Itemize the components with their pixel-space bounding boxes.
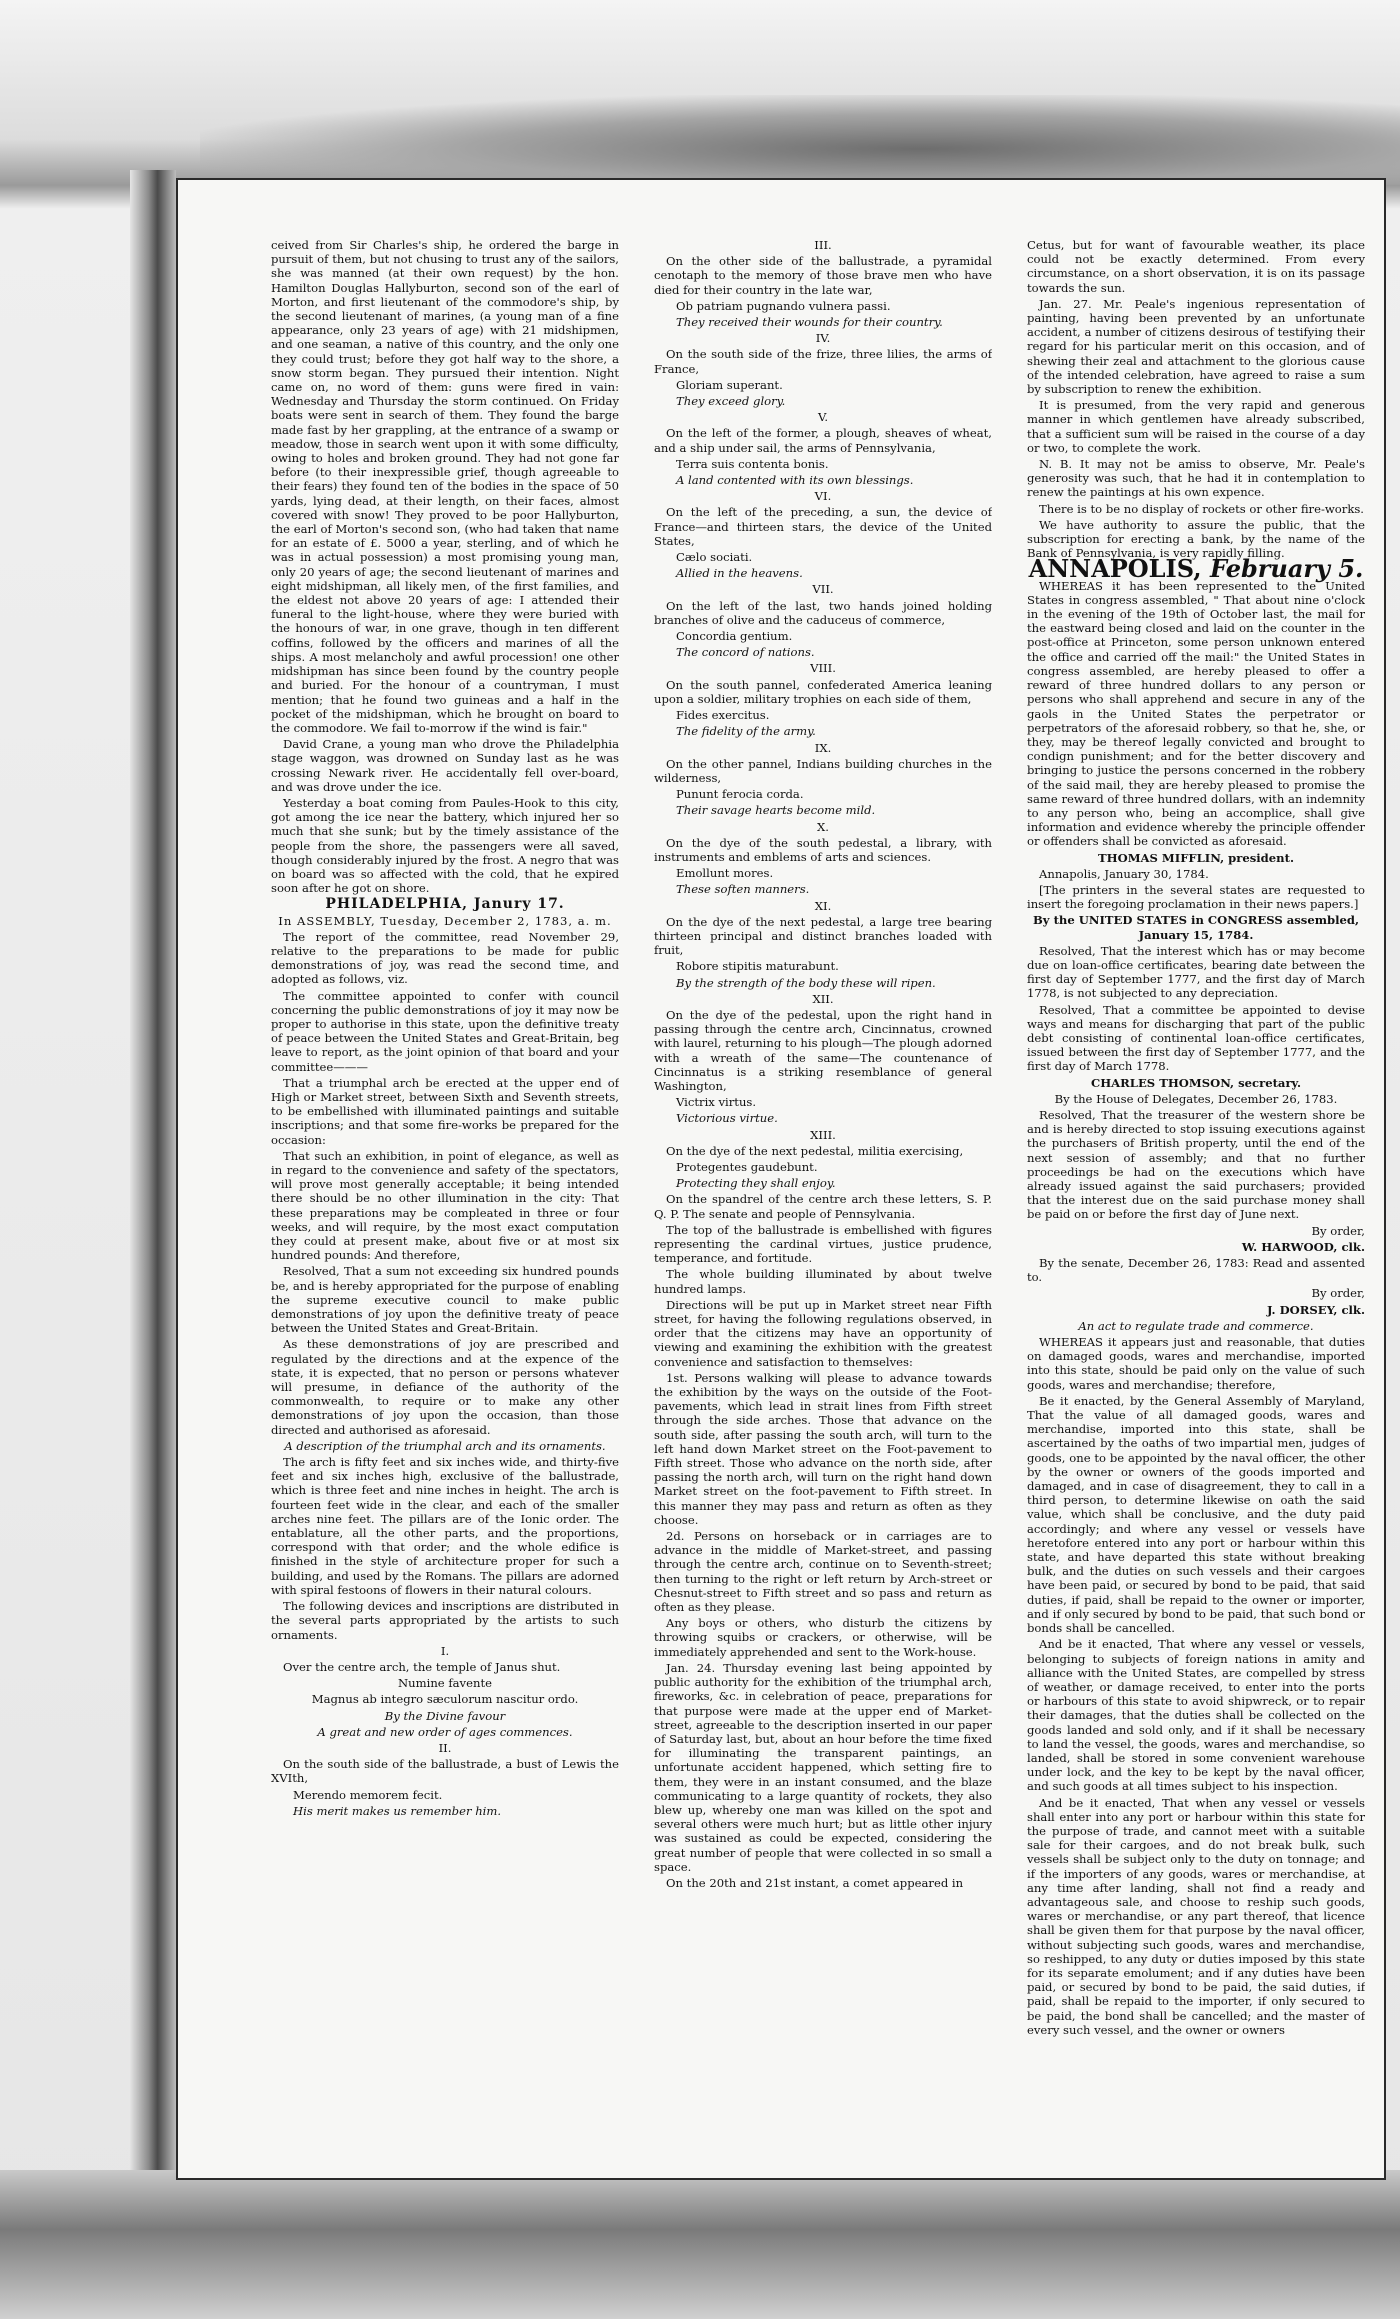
article-text: It is presumed, from the very rapid and generous manner in which gentlemen have already subscribed, that a sufficient sum will be raised in the course of a day or two, to complete the work. [1027, 398, 1365, 455]
article-text: On the south pannel, confederated America leaning upon a soldier, military trophies on each side of them, [654, 677, 992, 706]
article-text: That a triumphal arch be erected at the upper end of High or Market street, between Sixth and Seventh streets, to be embellished with illuminated paintings and suitable inscriptions; and that some fire-works be prepared for the occasion: [271, 1075, 619, 1147]
motto-translation: The concord of nations. [676, 645, 815, 660]
article-text: WHEREAS it has been represented to the United States in congress assembled, " That about nine o'clock in the evening of the 19th of October last, the mail for the eastward being closed and laid on the counter in the post-office at Princeton, some person unknown entered the office and carried off the mail:" the United States in congress assembled, are hereby pleased to offer a reward of three hundred dollars to any person or persons who shall apprehend and secure in any of the gaols in the United States the perpetrator or perpetrators of the aforesaid robbery, so that he, she, or they, may be thereof legally convicted and brought to condign punishment; and for the better discovery and bringing to justice the persons concerned in the robbery of the said mail, they are hereby pleased to promise the same reward of three hundred dollars, with an indemnity to any person who, being an accomplice, shall give information and evidence whereby the principle offender or offenders shall be convicted as aforesaid. [1027, 578, 1365, 849]
motto-translation: By the Divine favour [384, 1708, 506, 1723]
latin-motto: Concordia gentium. [676, 629, 793, 644]
article-text: On the dye of the south pedestal, a library, with instruments and emblems of arts and sciences. [654, 835, 992, 864]
column-left [271, 238, 619, 2168]
latin-motto: Terra suis contenta bonis. [676, 456, 829, 471]
latin-motto: Cælo sociati. [676, 550, 753, 565]
article-text: The whole building illuminated by about twelve hundred lamps. [654, 1267, 992, 1296]
article-text: Jan. 27. Mr. Peale's ingenious representation of painting, having been prevented by an unfortunate accident, a number of citizens desirous of testifying their regard for his particular merit on this occasion, and of shewing their zeal and attachment to the glorious cause of the intended celebration, have agreed to raise a sum by subscription to renew the exhibition. [1027, 296, 1365, 397]
article-text: ceived from Sir Charles's ship, he ordered the barge in pursuit of them, but not chusing to trust any of the sailors, she was manned (at their own request) by the hon. Hamilton Douglas Hallyburton, second son of the earl of Morton, and first lieutenant of the commodore's ship, by the second lieutenant of marines, (a young man of a fine appearance, only 23 years of age) with 21 midshipmen, and one seaman, a native of this country, and the only one they could trust; before they got half way to the shore, a snow storm began. They pursued their intention. Night came on, no word of them: guns were fired in vain: Wednesday and Thursday the storm continued. On Friday boats were sent in search of them. They found the barge made fast by her grappling, at the entrance of a swamp or meadow, those in search went upon it with some difficulty, owing to holes and broken ground. They had not gone far before (to their inexpressible grief, though agreeable to their fears) they found ten of the bodies in the space of 50 yards, lying dead, at their length, on their faces, almost covered with snow! They proved to be poor Hallyburton, the earl of Morton's second son, (who had taken that name for an estate of £. 5000 a year, sterling, and of which he was in actual possession) a most promising young man, only 20 years of age; the second lieutenant of marines and eight midshipman, all likely men, of the first families, and the eldest not above 20 years of age: I attended their funeral to the light-house, where they were buried with the honours of war, in one grave, though in ten different coffins, followed by the officers and marines of all the ships. A most melancholy and awful procession! one other midshipman has since been found by the country people and buried. For the honour of a countryman, I must mention; that he found two guineas and a half in the pocket of the midshipman, which he brought on board to the commodore. We fail to-morrow if the wind is fair." [271, 238, 619, 735]
roman-numeral: I. [440, 1643, 450, 1658]
article-text: David Crane, a young man who drove the Philadelphia stage waggon, was drowned on Sunday last as he was crossing Newark river. He accidentally fell over-board, and was drove under the ice. [271, 737, 619, 794]
roman-numeral: II. [438, 1740, 452, 1755]
roman-numeral: X. [817, 819, 829, 834]
motto-translation: Allied in the heavens. [676, 566, 803, 581]
scan-shadow-bottom [0, 2170, 1400, 2319]
article-text: Cetus, but for want of favourable weather, its place could not be exactly determined. From every circumstance, on a short observation, it is on its passage towards the sun. [1027, 238, 1365, 295]
dateline-heading-annapolis [1027, 554, 1365, 584]
article-text: As these demonstrations of joy are prescribed and regulated by the directions and at the expence of the state, it is expected, that no person or persons whatever will presume, in defiance of the authority of the commonwealth, to require or to make any other demonstrations of joy upon the occasion, than those directed and authorised as aforesaid. [271, 1337, 619, 1437]
article-text: Resolved, That a committee be appointed to devise ways and means for discharging that part of the public debt consisting of continental loan-office certificates, issued between the first day of September 1777, and the first day of March 1778. [1027, 1002, 1365, 1074]
article-text: We have authority to assure the public, that the subscription for erecting a bank, by the name of the Bank of Pennsylvania, is very rapidly filling. [1027, 517, 1365, 561]
article-text: Any boys or others, who disturb the citizens by throwing squibs or crackers, or otherwise, will be immediately apprehended and sent to the Work-house. [654, 1616, 992, 1659]
signature: W. HARWOOD, clk. [1241, 1239, 1365, 1254]
newspaper-page [176, 178, 1386, 2180]
roman-numeral: VII. [812, 582, 834, 597]
section-heading: By the House of Delegates, December 26, 1783. [1054, 1091, 1338, 1106]
signature: By order, [1311, 1286, 1365, 1301]
latin-motto: Merendo memorem fecit. [293, 1787, 443, 1802]
article-text: Annapolis, January 30, 1784. [1039, 866, 1209, 881]
article-text: 1st. Persons walking will please to advance towards the exhibition by the ways on the outside of the Foot-pavements, which lead in strait lines from Fifth street through the side arches. Those that advance on the south side, after passing the south arch, will turn to the left hand down Market street on the Foot-pavement to Fifth street. Those who advance on the north side, after passing the north arch, will turn on the right hand down Market street on the foot-pavement to Fifth street. In this manner they may pass and return as often as they choose. [654, 1370, 992, 1527]
article-text: The committee appointed to confer with council concerning the public demonstrations of joy it may now be proper to authorise in this state, upon the definitive treaty of peace between the United States and Great-Britain, beg leave to report, as the joint opinion of that board and your committee——— [271, 988, 619, 1074]
article-text: That such an exhibition, in point of elegance, as well as in regard to the convenience and safety of the spectators, will prove most generally acceptable; it being intended there should be no other illumination in the city: That these preparations may be compleated in three or four weeks, and will require, by the most exact computation they could at present make, about five or at most six hundred pounds: And therefore, [271, 1148, 619, 1263]
motto-translation: His merit makes us remember him. [293, 1803, 502, 1818]
assembly-heading: In ASSEMBLY, Tuesday, December 2, 1783, a. m. [278, 913, 612, 928]
latin-motto: Ob patriam pugnando vulnera passi. [676, 298, 891, 313]
article-text: Directions will be put up in Market street near Fifth street, for having the following regulations observed, in order that the citizens may have an opportunity of viewing and examining the exhibition with the greatest convenience and satisfaction to themselves: [654, 1297, 992, 1369]
roman-numeral: XII. [812, 991, 834, 1006]
column-middle [654, 238, 992, 2168]
roman-numeral: VIII. [810, 661, 836, 676]
article-text: And be it enacted, That when any vessel or vessels shall enter into any port or harbour within this state for the purpose of trade, and cannot meet with a suitable sale for their cargoes, and do not break bulk, such vessels shall be subject only to the duty on tonnage; and if the importers of any goods, wares or merchandise, at any time after landing, shall not find a ready and advantageous sale, and choose to reship such goods, wares or merchandise, or any part thereof, that licence shall be given them for that purpose by the naval officer, without subjecting such goods, wares and merchandise, so reshipped, to any duty or duties imposed by this state for its separate emolument; and if any duties have been paid, or secured by bond to be paid, the said duties, if paid, shall be repaid to the importer, if only secured to be paid, the bond shall be cancelled; and the master of every such vessel, and the owner or owners [1027, 1795, 1365, 2037]
roman-numeral: XIII. [810, 1127, 836, 1142]
article-text: Be it enacted, by the General Assembly of Maryland, That the value of all damaged goods, wares and merchandise, imported into this state, shall be ascertained by the oaths of two impartial men, judges of goods, one to be appointed by the naval officer, the other by the owner or owners of the goods imported and damaged, and in case of disagreement, they to call in a third person, to determine likewise on oath the said value, which shall be conclusive, and the duty paid accordingly; and where any vessel or vessels have heretofore entered into any port or harbour within this state, and have departed this state without breaking bulk, and the duties on such vessels and their cargoes have been paid, or secured by bond to be paid, that said duties, if paid, shall be repaid to the owner or importer, and if only secured by bond to be paid, that such bond or bonds shall be cancelled. [1027, 1393, 1365, 1636]
article-text: Resolved, That the treasurer of the western shore be and is hereby directed to stop issuing executions against the purchasers of British property, until the end of the next session of assembly; and that no further proceedings be had on the executions which have already issued against the said purchasers; provided that the interest due on the said purchase money shall be paid on or before the first day of June next. [1027, 1107, 1365, 1222]
article-text: N. B. It may not be amiss to observe, Mr. Peale's generosity was such, that he had it in contemplation to renew the paintings at his own expence. [1027, 457, 1365, 500]
motto-translation: A great and new order of ages commences. [317, 1724, 573, 1739]
article-text: On the 20th and 21st instant, a comet appeared in [666, 1875, 964, 1890]
motto-translation: By the strength of the body these will ripen. [676, 975, 936, 990]
article-text: Over the centre arch, the temple of Janus shut. [283, 1659, 561, 1674]
latin-motto: Magnus ab integro sæculorum nascitur ordo. [311, 1692, 579, 1707]
article-text: On the dye of the next pedestal, militia exercising, [666, 1143, 964, 1158]
motto-translation: Their savage hearts become mild. [676, 803, 876, 818]
article-text: The following devices and inscriptions are distributed in the several parts appropriated by the artists to such ornaments. [271, 1599, 619, 1642]
motto-translation: A land contented with its own blessings. [676, 473, 914, 488]
article-text: On the left of the last, two hands joined holding branches of olive and the caduceus of commerce, [654, 598, 992, 627]
article-text: And be it enacted, That where any vessel or vessels, belonging to subjects of foreign nations in amity and alliance with the United States, are compelled by stress of weather, or damage received, to enter into the ports or harbours of this state to avoid shipwreck, or to repair their damages, that the duties shall be collected on the goods landed and sold only, and if it shall be necessary to land the vessel, the goods, wares and merchandise, so landed, shall be stored in some convenient warehouse under lock, and the key to be kept by the naval officer, and such goods at all times subject to his inspection. [1027, 1637, 1365, 1794]
latin-motto: Fides exercitus. [676, 708, 770, 723]
article-text: By the senate, December 26, 1783: Read and assented to. [1027, 1256, 1365, 1285]
latin-motto: Pununt ferocia corda. [676, 787, 804, 802]
article-text: On the dye of the pedestal, upon the right hand in passing through the centre arch, Cincinnatus, crowned with laurel, returning to his plough—The plough adorned with a wreath of the same—The countenance of Cincinnatus is a striking resemblance of general Washington, [654, 1007, 992, 1093]
dateline-date: February 5. [1209, 554, 1364, 584]
column-right [1027, 238, 1365, 2168]
article-text: The arch is fifty feet and six inches wide, and thirty-five feet and six inches high, exclusive of the ballustrade, which is three feet and nine inches in height. The arch is fourteen feet wide in the clear, and each of the smaller arches nine feet. The pillars are of the Ionic order. The entablature, all the other parts, and the proportions, correspond with that order; and the whole edifice is finished in the style of architecture proper for such a building, and used by the Romans. The pillars are adorned with spiral festoons of flowers in their natural colours. [271, 1455, 619, 1597]
roman-numeral: IX. [814, 740, 832, 755]
article-text: On the south side of the ballustrade, a bust of Lewis the XVIth, [271, 1757, 619, 1786]
latin-motto: Protegentes gaudebunt. [676, 1159, 818, 1174]
section-heading: By the UNITED STATES in CONGRESS assembled, January 15, 1784. [1033, 913, 1359, 942]
latin-motto: Victrix virtus. [676, 1095, 757, 1110]
latin-motto: Gloriam superant. [676, 377, 783, 392]
article-text: On the spandrel of the centre arch these letters, S. P. Q. P. The senate and people of Pennsylvania. [654, 1192, 992, 1221]
roman-numeral: III. [814, 238, 832, 252]
motto-translation: These soften manners. [676, 882, 810, 897]
article-text: The top of the ballustrade is embellished with figures representing the cardinal virtues, justice prudence, temperance, and fortitude. [654, 1222, 992, 1266]
article-text: Yesterday a boat coming from Paules-Hook to this city, got among the ice near the battery, which injured her so much that she sunk; but by the timely assistance of the people from the shore, the passengers were all saved, though considerably injured by the frost. A negro that was on board was so affected with the cold, that he expired soon after he got on shore. [271, 795, 619, 896]
article-text: On the other side of the ballustrade, a pyramidal cenotaph to the memory of those brave men who have died for their country in the late war, [654, 254, 992, 297]
article-text: 2d. Persons on horseback or in carriages are to advance in the middle of Market-street, and passing through the centre arch, continue on to Seventh-street; then turning to the right or left return by Arch-street or Chesnut-street to Fifth street and so pass and return as often as they please. [654, 1529, 992, 1615]
article-text: On the dye of the next pedestal, a large tree bearing thirteen principal and distinct branches loaded with fruit, [654, 914, 992, 958]
scan-shadow-top [200, 95, 1400, 185]
article-text: On the left of the former, a plough, sheaves of wheat, and a ship under sail, the arms of Pennsylvania, [654, 426, 992, 455]
motto-translation: Protecting they shall enjoy. [676, 1176, 836, 1191]
article-text: On the south side of the frize, three lilies, the arms of France, [654, 347, 992, 376]
section-title: A description of the triumphal arch and its ornaments. [284, 1438, 606, 1453]
article-text: Jan. 24. Thursday evening last being appointed by public authority for the exhibition of the triumphal arch, fireworks, &c. in celebration of peace, preparations for that purpose were made at the upper end of Market-street, agreeable to the description inserted in our paper of Saturday last, but, about an hour before the time fixed for illuminating the transparent paintings, an unfortunate accident happened, which setting fire to them, they were in an instant consumed, and the blaze communicating to a large quantity of rockets, they also blew up, whereby one man was killed on the spot and several others were much hurt; but as little other injury was sustained as could be expected, considering the great number of people that were collected in so small a space. [654, 1660, 992, 1874]
roman-numeral: IV. [815, 331, 831, 346]
article-text: [The printers in the several states are requested to insert the foregoing proclamation in their news papers.] [1027, 882, 1365, 912]
article-text: There is to be no display of rockets or other fire-works. [1039, 501, 1364, 516]
dateline-heading: PHILADELPHIA, Janury 17. [325, 896, 565, 913]
latin-motto: Emollunt mores. [676, 866, 774, 881]
signature: CHARLES THOMSON, secretary. [1091, 1075, 1301, 1090]
dateline-place: ANNAPOLIS, [1028, 554, 1202, 584]
article-text: Resolved, That a sum not exceeding six hundred pounds be, and is hereby appropriated for the purpose of enabling the supreme executive council to make public demonstrations of joy upon the definitive treaty of peace between the United States and Great-Britain. [271, 1264, 619, 1336]
book-binding-edge [130, 170, 176, 2200]
motto-translation: They received their wounds for their country. [676, 315, 943, 330]
act-title: An act to regulate trade and commerce. [1078, 1318, 1314, 1333]
roman-numeral: V. [817, 410, 829, 425]
latin-motto: Robore stipitis maturabunt. [676, 959, 839, 974]
article-text: On the left of the preceding, a sun, the device of France—and thirteen stars, the device of the United States, [654, 505, 992, 548]
latin-motto: Numine favente [398, 1676, 492, 1691]
signature: THOMAS MIFFLIN, president. [1098, 850, 1294, 865]
article-text: Resolved, That the interest which has or may become due on loan-office certificates, bearing date between the first day of September 1777, and the first day of March 1778, is not subjected to any depreciation. [1027, 943, 1365, 1001]
motto-translation: They exceed glory. [676, 394, 786, 409]
article-text: On the other pannel, Indians building churches in the wilderness, [654, 756, 992, 785]
signature: By order, [1311, 1223, 1365, 1238]
roman-numeral: XI. [814, 898, 832, 913]
motto-translation: The fidelity of the army. [676, 724, 816, 739]
signature: J. DORSEY, clk. [1266, 1302, 1365, 1317]
article-text: WHEREAS it appears just and reasonable, that duties on damaged goods, wares and merchandise, imported into this state, should be paid only on the value of such goods, wares and merchandise; therefore, [1027, 1335, 1365, 1392]
roman-numeral: VI. [814, 489, 832, 504]
motto-translation: Victorious virtue. [676, 1111, 778, 1126]
article-text: The report of the committee, read November 29, relative to the preparations to be made for public demonstrations of joy, was read the second time, and adopted as follows, viz. [271, 929, 619, 987]
